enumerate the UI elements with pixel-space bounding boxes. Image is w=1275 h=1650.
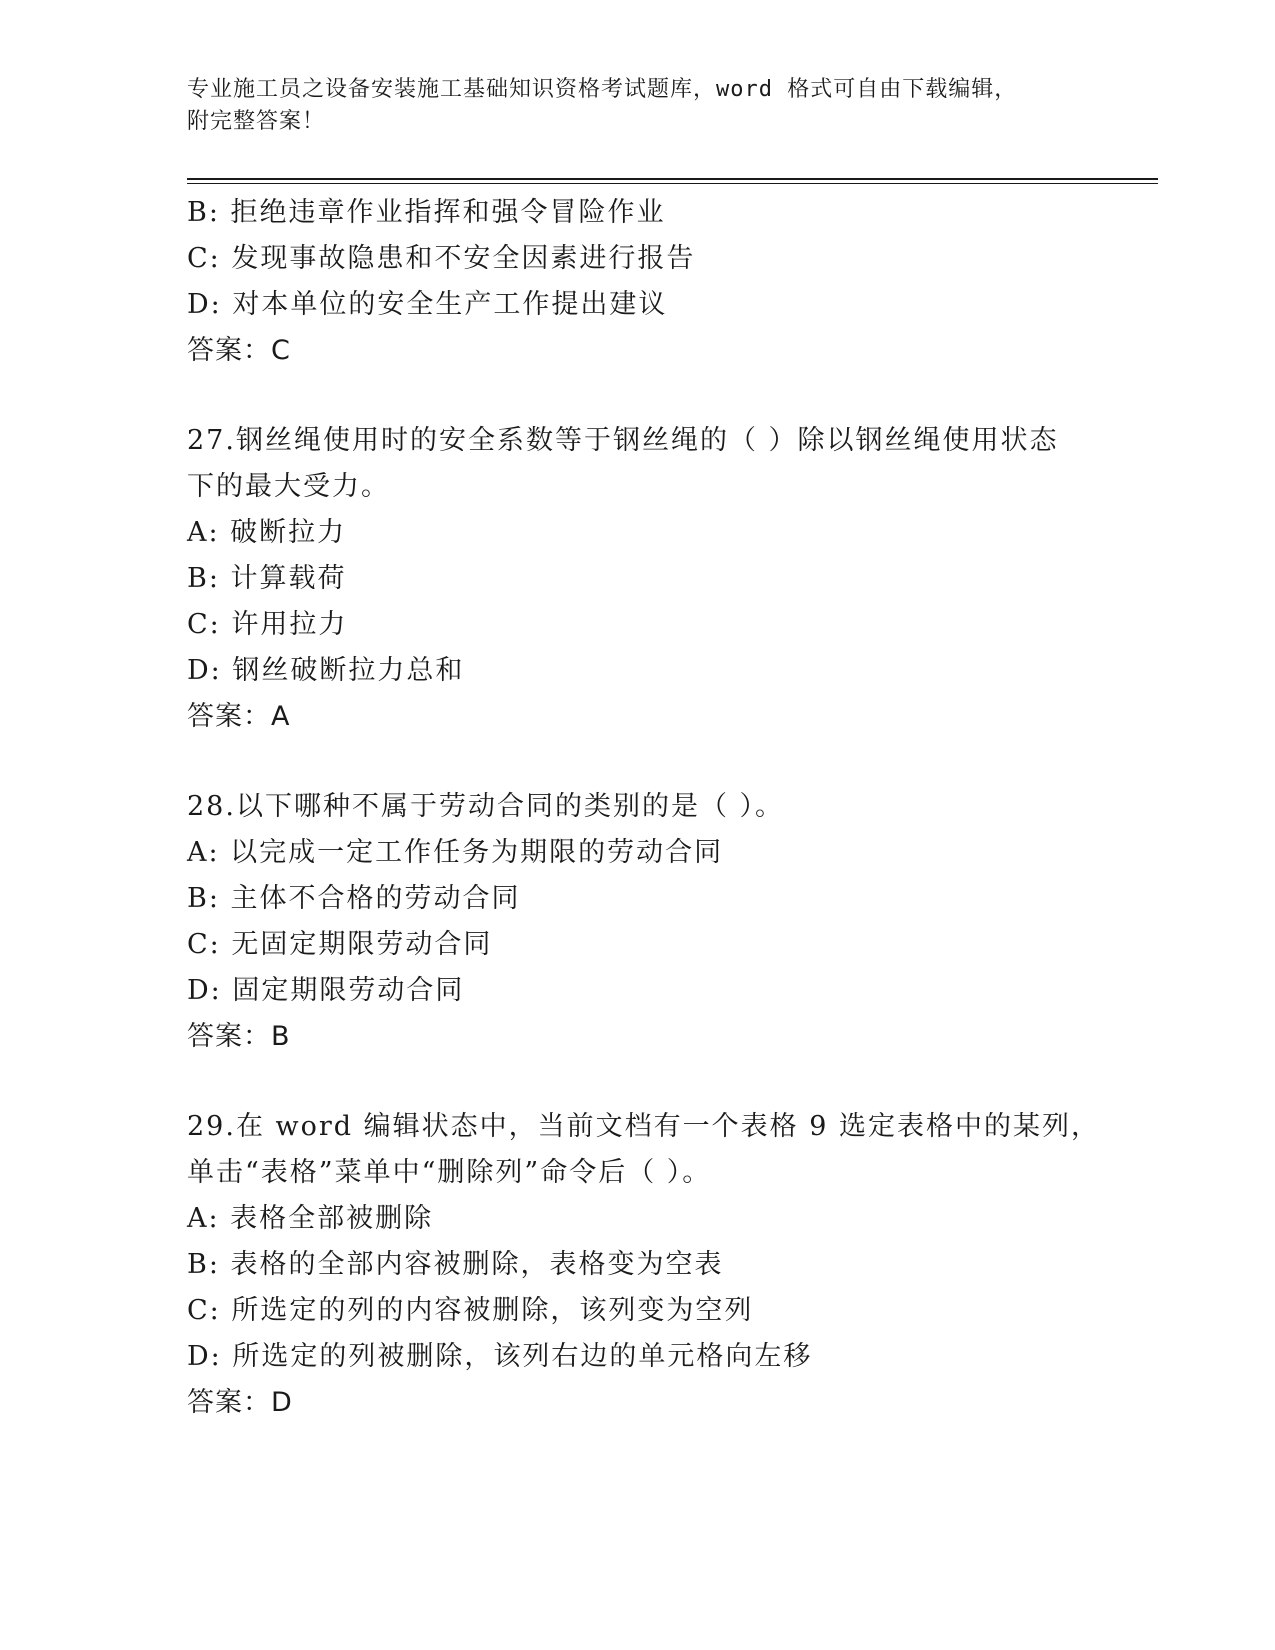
question-28 bbox=[187, 784, 1087, 1060]
question-27 bbox=[187, 418, 1087, 740]
option-c: C: 无固定期限劳动合同 bbox=[187, 929, 493, 960]
option-d: D: 钢丝破断拉力总和 bbox=[187, 655, 465, 686]
question-text-line-1: 28.以下哪种不属于劳动合同的类别的是（ ）。 bbox=[187, 791, 785, 822]
answer-line: 答案：B bbox=[187, 1021, 291, 1052]
option-b: B: 计算载荷 bbox=[187, 563, 347, 594]
option-c: C: 许用拉力 bbox=[187, 609, 348, 640]
header-line-1: 专业施工员之设备安装施工基础知识资格考试题库，word 格式可自由下载编辑， bbox=[187, 77, 1018, 102]
option-c: C: 所选定的列的内容被删除，该列变为空列 bbox=[187, 1295, 754, 1326]
answer-line: 答案：D bbox=[187, 1387, 293, 1418]
option-b: B: 表格的全部内容被删除，表格变为空表 bbox=[187, 1249, 724, 1280]
header-divider bbox=[187, 178, 1158, 180]
option-a: A: 破断拉力 bbox=[187, 517, 347, 548]
question-26-partial bbox=[187, 190, 1087, 374]
header-line-2: 附完整答案！ bbox=[187, 109, 326, 134]
option-b: B: 拒绝违章作业指挥和强令冒险作业 bbox=[187, 197, 666, 228]
question-text-line-1: 29.在 word 编辑状态中，当前文档有一个表格 9 选定表格中的某列， bbox=[187, 1111, 1101, 1142]
question-29 bbox=[187, 1104, 1101, 1426]
option-a: A: 以完成一定工作任务为期限的劳动合同 bbox=[187, 837, 724, 868]
answer-line: 答案：A bbox=[187, 701, 291, 732]
document-header bbox=[187, 74, 1087, 138]
question-text-line-1: 27.钢丝绳使用时的安全系数等于钢丝绳的（ ）除以钢丝绳使用状态 bbox=[187, 425, 1059, 456]
question-text-line-2: 单击“表格”菜单中“删除列”命令后（ ）。 bbox=[187, 1157, 712, 1188]
question-text-line-2: 下的最大受力。 bbox=[187, 471, 390, 502]
option-d: D: 所选定的列被删除，该列右边的单元格向左移 bbox=[187, 1341, 813, 1372]
option-d: D: 固定期限劳动合同 bbox=[187, 975, 465, 1006]
option-b: B: 主体不合格的劳动合同 bbox=[187, 883, 521, 914]
option-a: A: 表格全部被删除 bbox=[187, 1203, 434, 1234]
document-body bbox=[187, 190, 1101, 1426]
answer-line: 答案：C bbox=[187, 335, 291, 366]
header-divider-thin bbox=[187, 183, 1158, 184]
option-d: D: 对本单位的安全生产工作提出建议 bbox=[187, 289, 668, 320]
option-c: C: 发现事故隐患和不安全因素进行报告 bbox=[187, 243, 696, 274]
